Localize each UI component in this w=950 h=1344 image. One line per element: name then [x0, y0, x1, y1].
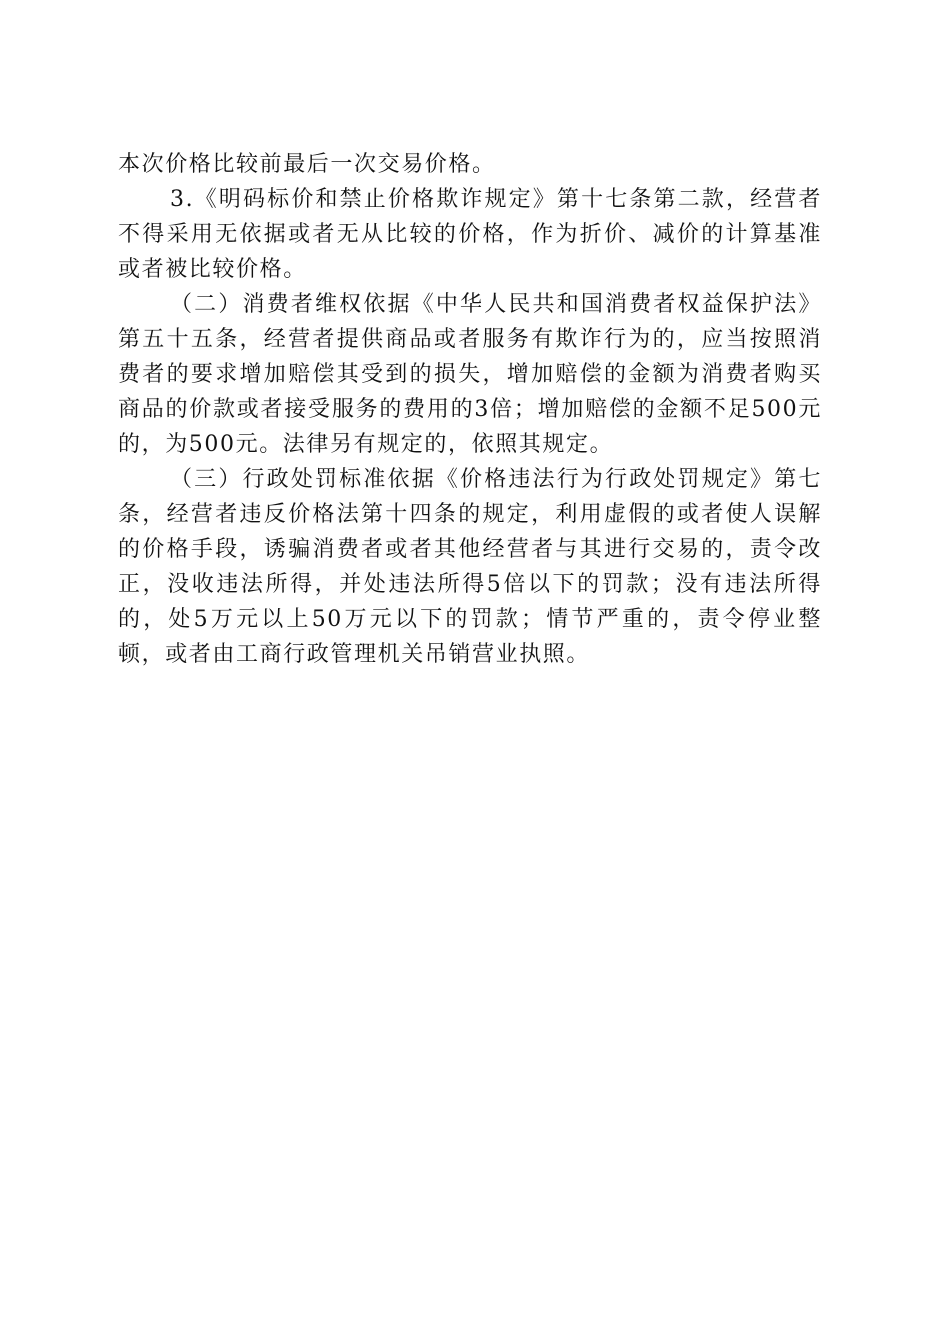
paragraph-consumer-rights: （二）消费者维权依据《中华人民共和国消费者权益保护法》第五十五条，经营者提供商品或者服务有欺诈行为的，应当按照消费者的要求增加赔偿其受到的损失，增加赔偿的金额为消费者购买商品的价款或者接受服务的费用的3倍；增加赔偿的金额不足500元的，为500元。法律另有规定的，依照其规定。	[118, 292, 822, 457]
paragraph-penalty-standard: （三）行政处罚标准依据《价格违法行为行政处罚规定》第七条，经营者违反价格法第十四条的规定，利用虚假的或者使人误解的价格手段，诱骗消费者或者其他经营者与其进行交易的，责令改正，没收违法所得，并处违法所得5倍以下的罚款；没有违法所得的，处5万元以上50万元以下的罚款；情节严重的，责令停业整顿，或者由工商行政管理机关吊销营业执照。	[118, 467, 822, 667]
document-body	[118, 147, 822, 672]
paragraph-continuation: 本次价格比较前最后一次交易价格。	[118, 152, 496, 177]
paragraph-clause-3: 3.《明码标价和禁止价格欺诈规定》第十七条第二款，经营者不得采用无依据或者无从比较的价格，作为折价、减价的计算基准或者被比较价格。	[118, 187, 822, 282]
